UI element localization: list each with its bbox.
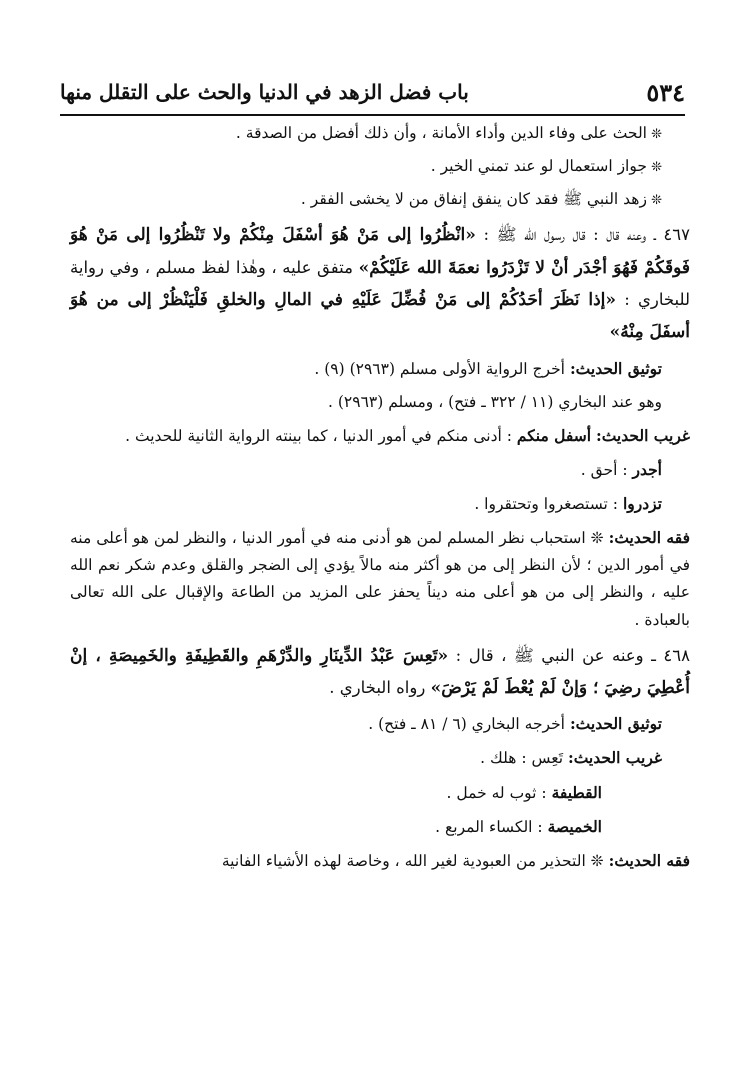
hadith-468 (70, 640, 690, 705)
vocab-definition: : أحق . (580, 460, 628, 479)
gharib-section (70, 422, 690, 450)
fiqh-label: فقه الحديث: (608, 528, 690, 548)
hadith-intro: ٤٦٨ ـ وعنه عن النبي ﷺ ، قال : (455, 645, 690, 665)
vocab-entry (70, 779, 690, 807)
fiqh-section (70, 524, 690, 634)
tawthiq-text-2: وهو عند البخاري (١١ / ٣٢٢ ـ فتح) ، ومسلم (٢٩٦٣) . (328, 392, 662, 411)
hadith-quote: «انْظُرُوا إلى مَنْ هُوَ أسْفَلَ مِنْكُمْ ولا تَنْظُرُوا إلى مَنْ هُوَ فَوقَكُمْ فَهُوَ أجْدَر أنْ لا تَزْدَرُوا نعمَةَ الله عَلَيْكُمْ» (70, 225, 691, 278)
gharib-label: غريب الحديث: (595, 425, 690, 445)
tawthiq-section (70, 355, 690, 383)
bullet-point: ❊ الحث على وفاء الدين وأداء الأمانة ، وأن ذلك أفضل من الصدقة . (70, 120, 690, 147)
gharib-label: غريب الحديث: (567, 748, 662, 768)
hadith-source: متفق عليه ، وهٰذا لفظ مسلم ، وفي رواية للبخاري : (70, 257, 691, 309)
bullet-point: ❊ زهد النبي ﷺ فقد كان ينفق إنفاق من لا يخشى الفقر . (70, 186, 690, 213)
page-body (70, 120, 690, 881)
fiqh-text: ❊ استحباب نظر المسلم لمن هو أدنى منه في أمور الدنيا ، والنظر لمن هو أعلى منه في أمور الدين ؛ لأن النظر إلى من هو أكثر منه مالاً يؤدي إلى الضجر والقلق وعدم شكر نعم الله عليه ، والنظر إلى من هو أعلى منه ديناً يحفز على المزيد من الطاعة والإقبال على الله تعالى بالعبادة . (70, 529, 690, 629)
hadith-quote: «تَعِسَ عَبْدُ الدِّينَارِ والدِّرْهَمِ والقَطِيفَةِ والخَمِيصَةِ ، إنْ أُعْطِيَ رضِيَ ؛ وَإنْ لَمْ يُعْطَ لَمْ يَرْضَ» (70, 645, 690, 698)
tawthiq-text: أخرجه البخاري (٦ / ٨١ ـ فتح) . (368, 715, 565, 734)
gharib-section (70, 744, 690, 772)
running-title: باب فضل الزهد في الدنيا والحث على التقلل منها (60, 80, 469, 104)
gharib-term: تَعِس (531, 749, 564, 768)
gharib-definition: : أدنى منكم في أمور الدنيا ، كما بينته الرواية الثانية للحديث . (125, 426, 512, 445)
hadith-source: رواه البخاري . (329, 677, 426, 697)
page-number: ٥٣٤ (646, 78, 685, 107)
tawthiq-label: توثيق الحديث: (569, 358, 662, 378)
fiqh-label: فقه الحديث: (608, 850, 690, 870)
vocab-entry (70, 456, 690, 484)
tawthiq-label: توثيق الحديث: (569, 714, 662, 734)
gharib-term: أسفل منكم (516, 425, 592, 445)
vocab-term: الخميصة (547, 816, 602, 836)
page-header (60, 78, 685, 116)
vocab-term: تزدروا (622, 494, 662, 514)
tawthiq-section (70, 710, 690, 738)
vocab-definition: : تستصغروا وتحتقروا . (474, 495, 619, 514)
tawthiq-text: أخرج الرواية الأولى مسلم (٢٩٦٣) (٩) . (314, 359, 565, 378)
hadith-quote-2: «إذا نَظَرَ أحَدُكُمْ إلى مَنْ فُضِّلَ عَلَيْهِ في المالِ والخلقِ فَلْيَنْظُرْ إلى من هُوَ أسفَلَ مِنْهُ» (70, 289, 690, 343)
vocab-definition: : ثوب له خمل . (446, 783, 547, 802)
fiqh-section (70, 847, 690, 875)
vocab-term: أجدر (632, 459, 662, 479)
vocab-term: القطيفة (551, 782, 602, 802)
fiqh-text: ❊ التحذير من العبودية لغير الله ، وخاصة لهذه الأشياء الفانية (221, 851, 604, 870)
bullet-point: ❊ جواز استعمال لو عند تمني الخير . (70, 153, 690, 180)
vocab-definition: : الكساء المربع . (435, 817, 543, 836)
hadith-intro: ٤٦٧ ـ وعنه قال : قال رسول الله ﷺ : (483, 225, 690, 245)
vocab-entry (70, 490, 690, 518)
vocab-entry (70, 813, 690, 841)
hadith-467 (70, 219, 690, 348)
gharib-definition: : هلك . (480, 749, 527, 768)
